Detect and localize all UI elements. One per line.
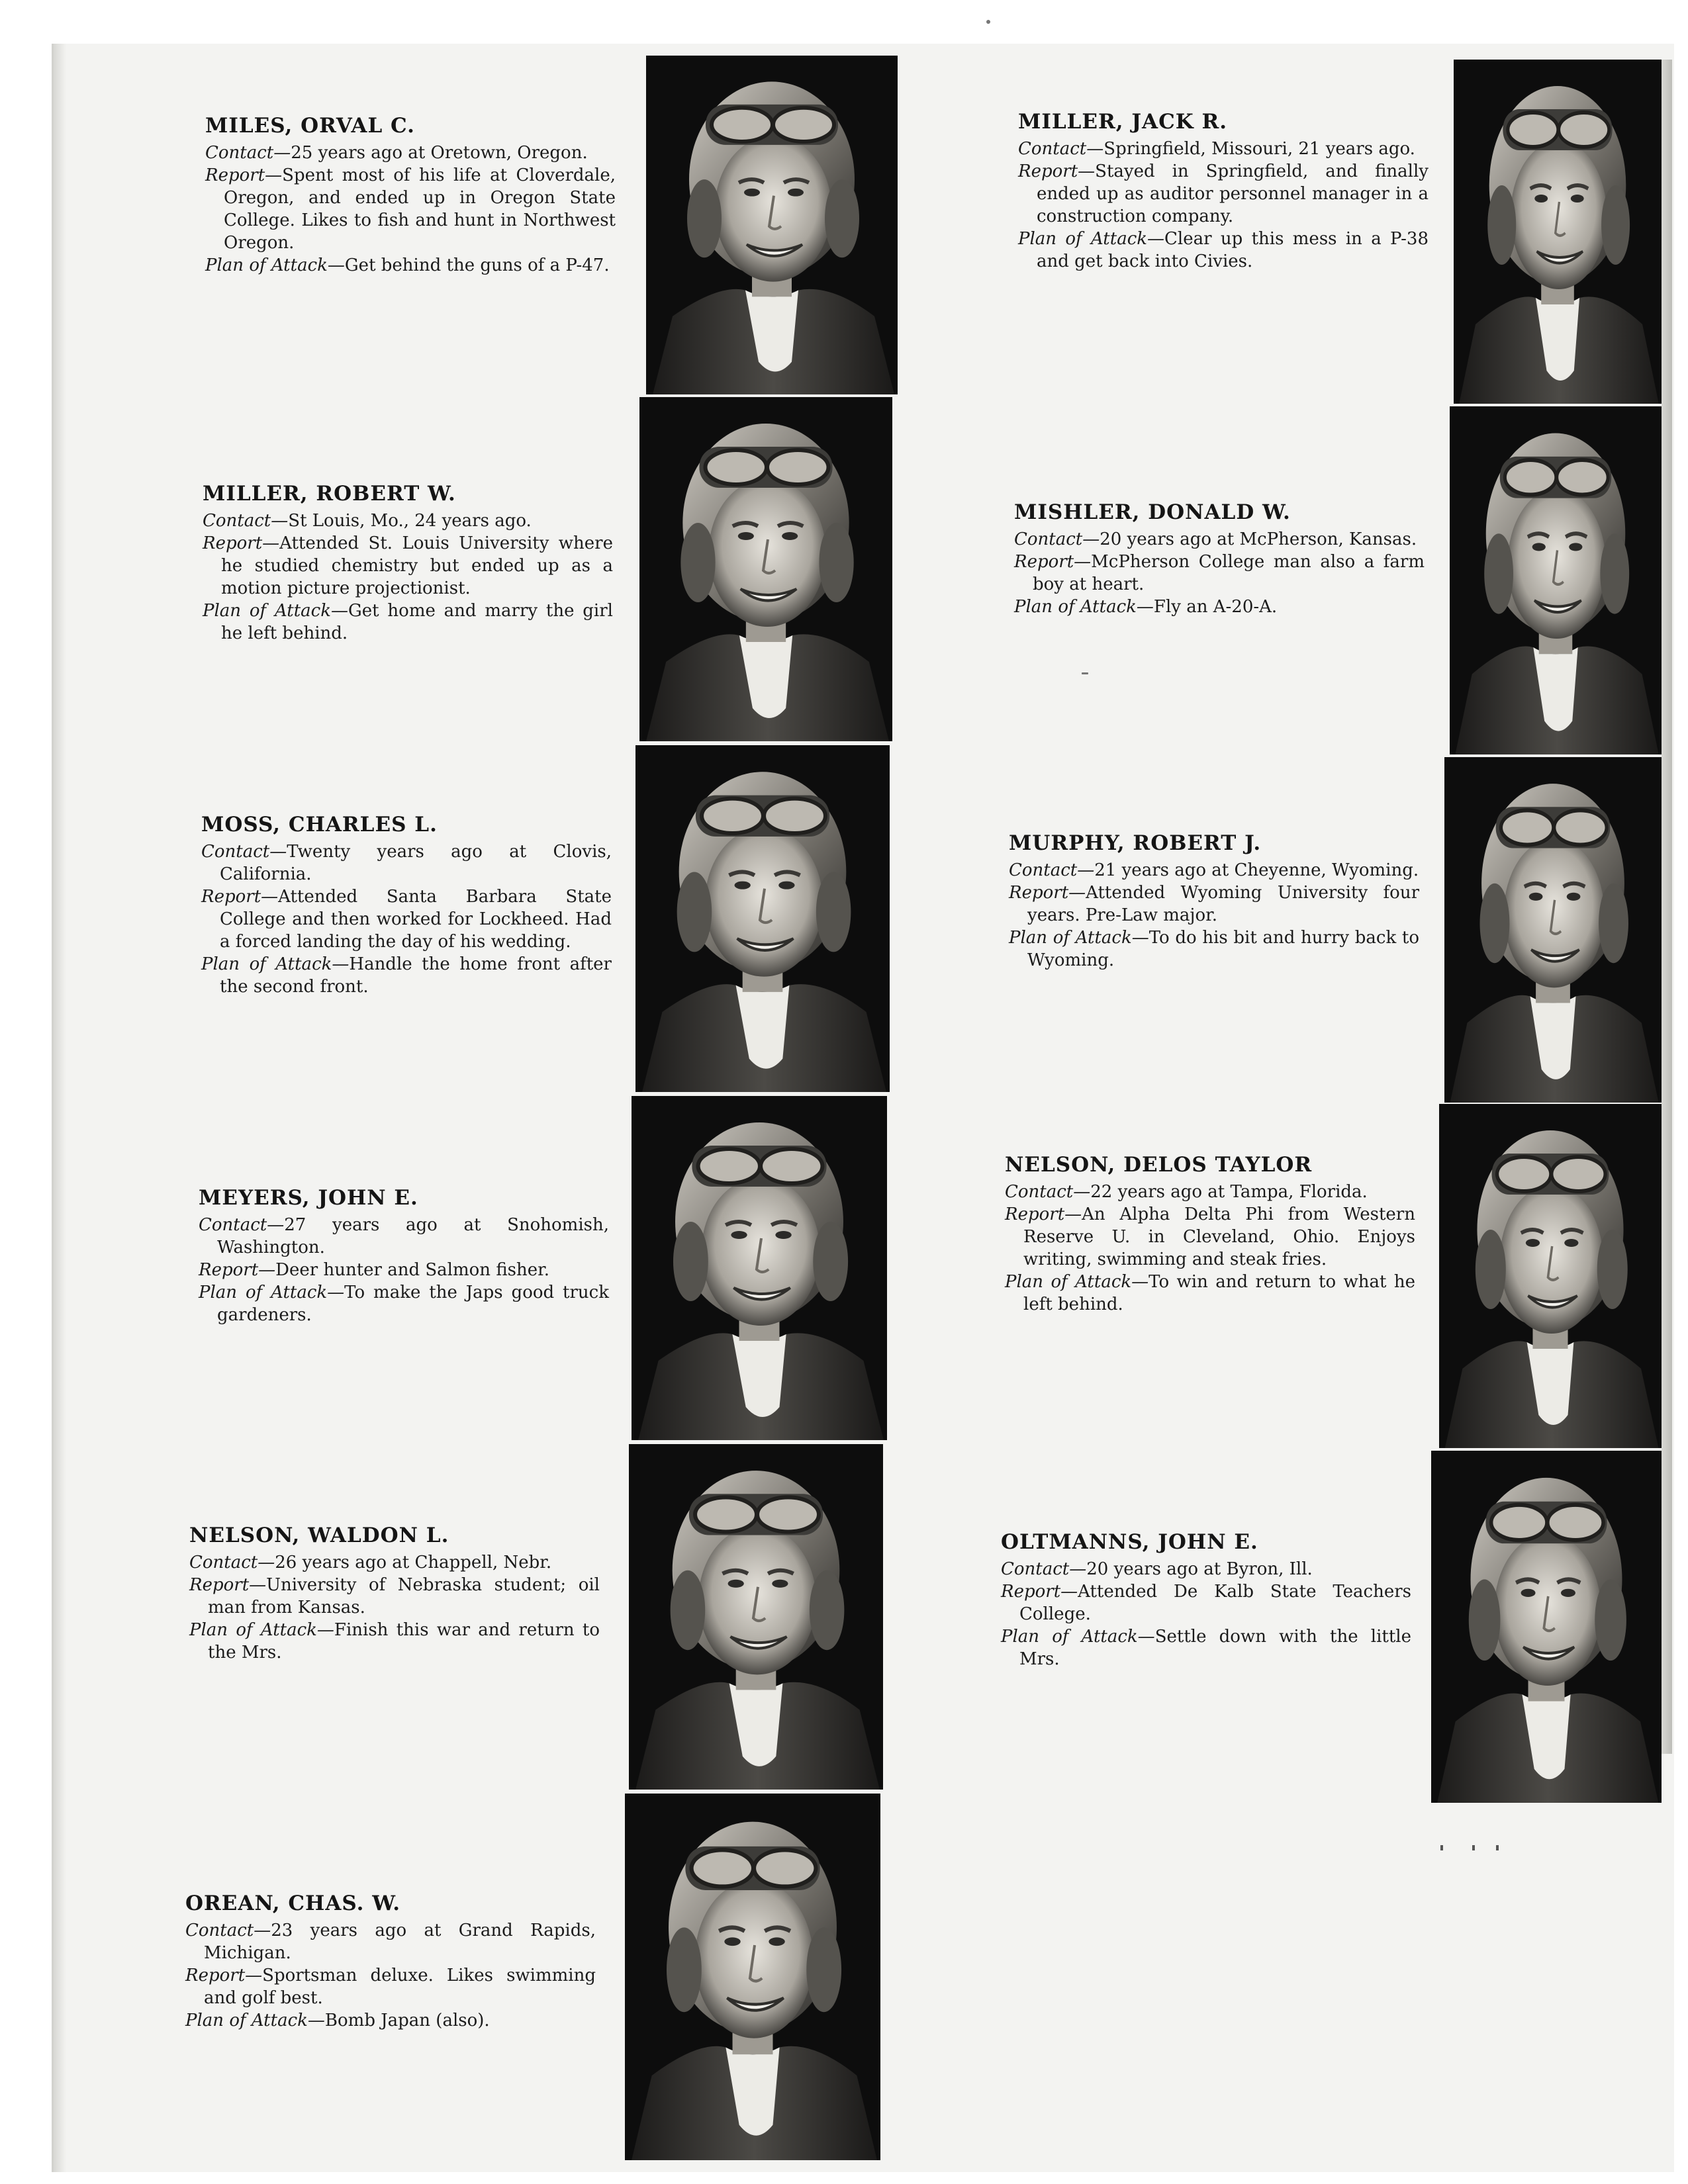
plan-line: Plan of Attack—Clear up this mess in a P-38 and get back into Civies. — [1018, 229, 1429, 271]
bio-miles-orval — [205, 114, 616, 277]
contact-line: Contact—23 years ago at Grand Rapids, Michigan. — [185, 1921, 596, 1963]
bio-miller-robert — [203, 482, 613, 645]
report-line: Report—Deer hunter and Salmon fisher. — [199, 1260, 549, 1280]
report-line: Report—Attended Santa Barbara State College and then worked for Lockheed. Had a forced landing the day of his wedding. — [201, 887, 612, 952]
print-mark — [1496, 1845, 1499, 1850]
contact-line: Contact—21 years ago at Cheyenne, Wyoming. — [1009, 860, 1419, 880]
plan-line: Plan of Attack—To win and return to what he left behind. — [1005, 1272, 1415, 1314]
report-line: Report—Stayed in Springfield, and finally ended up as auditor personnel manager in a construction company. — [1018, 161, 1429, 226]
plan-line: Plan of Attack—Bomb Japan (also). — [185, 2011, 490, 2030]
report-line: Report—Attended De Kalb State Teachers College. — [1001, 1582, 1411, 1624]
portrait-photo — [635, 745, 890, 1092]
contact-line: Contact—20 years ago at McPherson, Kansas. — [1014, 529, 1417, 549]
plan-line: Plan of Attack—To do his bit and hurry back to Wyoming. — [1009, 928, 1419, 970]
portrait-photo — [632, 1096, 887, 1440]
cadet-name: MILLER, ROBERT W. — [203, 482, 456, 506]
contact-line: Contact—27 years ago at Snohomish, Washington. — [199, 1215, 609, 1257]
report-line: Report—Sportsman deluxe. Likes swimming and golf best. — [185, 1966, 596, 2008]
bio-moss-charles — [201, 813, 612, 998]
plan-line: Plan of Attack—To make the Japs good truck gardeners. — [199, 1283, 609, 1325]
portrait-photo — [1450, 406, 1662, 754]
portrait-photo — [625, 1794, 880, 2160]
print-speck — [986, 20, 990, 24]
report-line: Report—Attended St. Louis University where he studied chemistry but ended up as a motion picture projectionist. — [203, 533, 613, 598]
report-line: Report—Attended Wyoming University four years. Pre-Law major. — [1009, 883, 1419, 925]
print-mark — [1472, 1845, 1475, 1850]
report-line: Report—Spent most of his life at Cloverdale, Oregon, and ended up in Oregon State College. Likes to fish and hunt in Northwest Oregon. — [205, 165, 616, 253]
contact-line: Contact—St Louis, Mo., 24 years ago. — [203, 511, 532, 531]
page-edge — [1662, 60, 1672, 1754]
cadet-name: MURPHY, ROBERT J. — [1009, 831, 1262, 855]
portrait-photo — [1431, 1451, 1662, 1803]
print-mark — [1440, 1845, 1443, 1850]
portrait-photo — [629, 1444, 883, 1790]
contact-line: Contact—20 years ago at Byron, Ill. — [1001, 1559, 1313, 1579]
contact-line: Contact—Twenty years ago at Clovis, California. — [201, 842, 612, 884]
cadet-name: NELSON, WALDON L. — [189, 1524, 449, 1547]
plan-line: Plan of Attack—Get home and marry the girl he left behind. — [203, 601, 613, 643]
cadet-name: MOSS, CHARLES L. — [201, 813, 438, 837]
cadet-name: NELSON, DELOS TAYLOR — [1005, 1153, 1313, 1177]
bio-meyers-john — [199, 1186, 609, 1326]
portrait-photo — [1444, 757, 1662, 1103]
bio-orean-chas — [185, 1891, 596, 2032]
contact-line: Contact—26 years ago at Chappell, Nebr. — [189, 1553, 552, 1572]
portrait-photo — [639, 397, 892, 741]
bio-miller-jack — [1018, 110, 1429, 273]
report-line: Report—McPherson College man also a farm boy at heart. — [1014, 552, 1425, 594]
plan-line: Plan of Attack—Finish this war and return to the Mrs. — [189, 1620, 600, 1662]
cadet-name: MILLER, JACK R. — [1018, 110, 1228, 134]
cadet-name: MEYERS, JOHN E. — [199, 1186, 418, 1210]
plan-line: Plan of Attack—Handle the home front after the second front. — [201, 954, 612, 997]
cadet-name: MILES, ORVAL C. — [205, 114, 415, 138]
spine-shadow — [52, 44, 66, 2172]
portrait-photo — [1454, 60, 1662, 404]
report-line: Report—University of Nebraska student; oil man from Kansas. — [189, 1575, 600, 1617]
bio-nelson-delos — [1005, 1153, 1415, 1316]
bio-oltmanns-john — [1001, 1530, 1411, 1670]
cadet-name: MISHLER, DONALD W. — [1014, 500, 1291, 524]
bio-murphy-robert — [1009, 831, 1419, 972]
print-speck — [1082, 672, 1088, 674]
cadet-name: OLTMANNS, JOHN E. — [1001, 1530, 1258, 1554]
contact-line: Contact—Springfield, Missouri, 21 years ago. — [1018, 139, 1415, 159]
contact-line: Contact—22 years ago at Tampa, Florida. — [1005, 1182, 1368, 1202]
cadet-name: OREAN, CHAS. W. — [185, 1891, 401, 1915]
bio-mishler-donald — [1014, 500, 1425, 618]
plan-line: Plan of Attack—Get behind the guns of a P-47. — [205, 255, 610, 275]
portrait-photo — [1439, 1104, 1662, 1448]
plan-line: Plan of Attack—Settle down with the little Mrs. — [1001, 1627, 1411, 1669]
plan-line: Plan of Attack—Fly an A-20-A. — [1014, 597, 1278, 617]
portrait-photo — [646, 56, 898, 394]
bio-nelson-waldon — [189, 1524, 600, 1664]
contact-line: Contact—25 years ago at Oretown, Oregon. — [205, 143, 588, 163]
report-line: Report—An Alpha Delta Phi from Western Reserve U. in Cleveland, Ohio. Enjoys writing, swimming and steak fries. — [1005, 1205, 1415, 1269]
